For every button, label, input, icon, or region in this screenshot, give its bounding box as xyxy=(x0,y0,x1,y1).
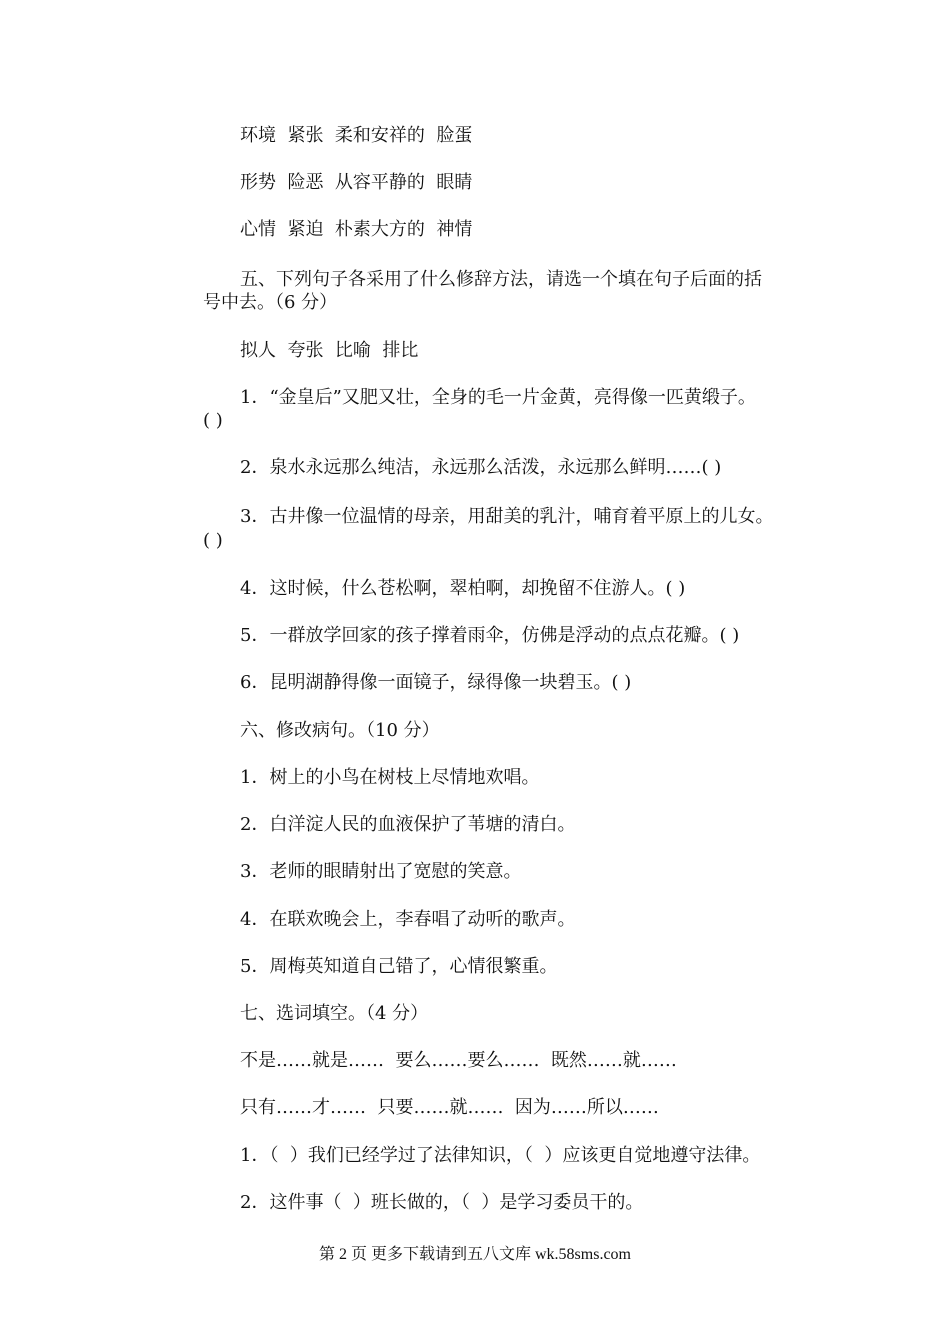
text-line: 形势 险恶 从容平静的 眼睛 xyxy=(240,172,473,193)
answer-blank: ( ) xyxy=(203,530,223,551)
text-line: 心情 紧迫 朴素大方的 神情 xyxy=(240,219,473,240)
question-item: 6．昆明湖静得像一面镜子，绿得像一块碧玉。( ) xyxy=(240,672,632,693)
question-item: 3．老师的眼睛射出了宽慰的笑意。 xyxy=(240,861,522,882)
answer-blank: ( ) xyxy=(203,410,223,431)
question-item: 4．这时候，什么苍松啊，翠柏啊，却挽留不住游人。( ) xyxy=(240,578,686,599)
section-heading: 七、选词填空。（4 分） xyxy=(240,1003,429,1024)
section-heading-continued: 号中去。（6 分） xyxy=(203,292,338,313)
section-heading: 五、下列句子各采用了什么修辞方法，请选一个填在句子后面的括 xyxy=(240,269,762,290)
question-item: 2．泉水永远那么纯洁，永远那么活泼，永远那么鲜明……( ) xyxy=(240,457,722,478)
page-footer: 第 2 页 更多下载请到五八文库 wk.58sms.com xyxy=(318,1246,631,1263)
section-heading: 六、修改病句。（10 分） xyxy=(240,720,440,741)
option-words: 拟人 夸张 比喻 排比 xyxy=(240,340,419,361)
question-item: 2．这件事（ ）班长做的，（ ）是学习委员干的。 xyxy=(240,1192,644,1213)
question-item: 5．周梅英知道自己错了，心情很繁重。 xyxy=(240,956,558,977)
text-line: 环境 紧张 柔和安祥的 脸蛋 xyxy=(240,125,473,146)
question-item: 1．（ ）我们已经学过了法律知识，（ ）应该更自觉地遵守法律。 xyxy=(240,1145,761,1166)
question-item: 2．白洋淀人民的血液保护了苇塘的清白。 xyxy=(240,814,576,835)
question-item: 4．在联欢晚会上，李春唱了动听的歌声。 xyxy=(240,909,576,930)
question-item: 1．树上的小鸟在树枝上尽情地欢唱。 xyxy=(240,767,540,788)
question-item: 1．“金皇后”又肥又壮，全身的毛一片金黄，亮得像一匹黄缎子。 xyxy=(240,387,756,408)
question-item: 3．古井像一位温情的母亲，用甜美的乳汁，哺育着平原上的儿女。 xyxy=(240,506,774,527)
option-words: 只有……才…… 只要……就…… 因为……所以…… xyxy=(240,1097,659,1118)
question-item: 5．一群放学回家的孩子撑着雨伞，仿佛是浮动的点点花瓣。( ) xyxy=(240,625,740,646)
option-words: 不是……就是…… 要么……要么…… 既然……就…… xyxy=(240,1050,677,1071)
